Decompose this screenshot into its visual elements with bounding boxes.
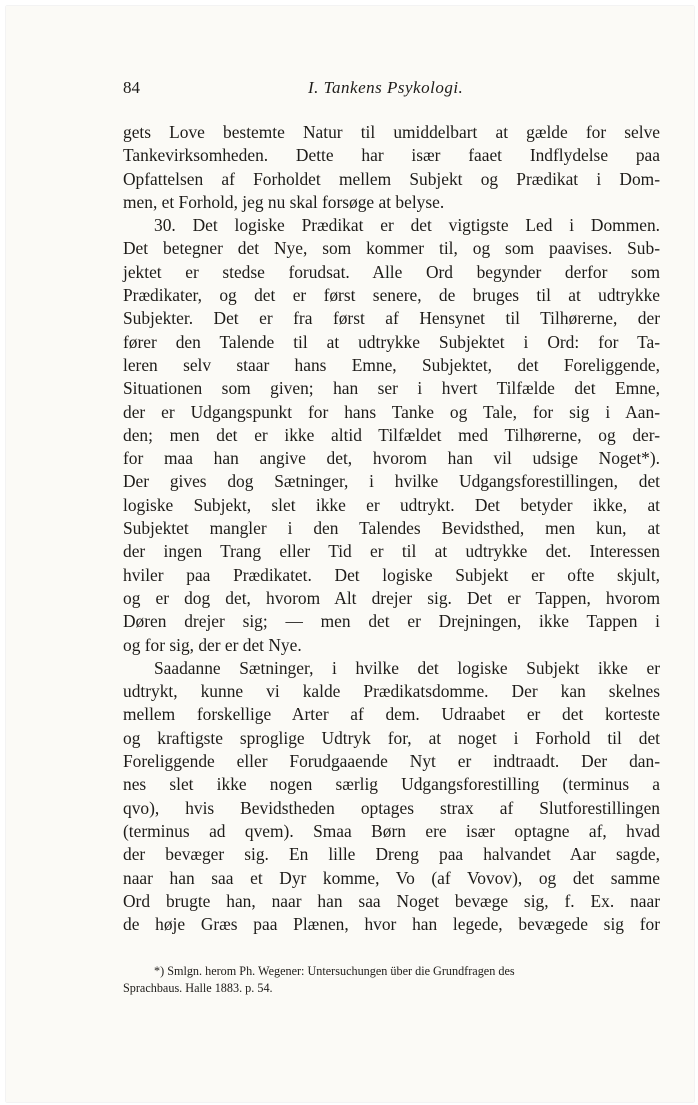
running-head: I. Tankens Psykologi.: [308, 78, 464, 97]
text-line: og for sig, der er det Nye.: [123, 634, 302, 655]
text-line: udtrykt, kunne vi kalde Prædikatsdomme. Der kan skelnes: [123, 681, 660, 702]
text-line: Prædikater, og det er først senere, de bruges til at udtrykke: [123, 285, 660, 306]
footnote-line: Sprachbaus. Halle 1883. p. 54.: [123, 981, 273, 995]
text-line: nes slet ikke nogen særlig Udgangsforestilling (terminus a: [123, 774, 660, 795]
text-line: Situationen som given; han ser i hvert Tilfælde det Emne,: [123, 378, 660, 399]
page-number: 84: [123, 78, 140, 97]
text-line: Tankevirksomheden. Dette har især faaet Indflydelse paa: [123, 145, 660, 166]
text-line: Subjektet mangler i den Talendes Bevidsthed, men kun, at: [123, 518, 660, 539]
text-line: gets Love bestemte Natur til umiddelbart at gælde for selve: [123, 122, 660, 142]
text-line: der er Udgangspunkt for hans Tanke og Tale, for sig i Aan-: [123, 401, 660, 422]
body-text: [123, 121, 660, 936]
text-line: mellem forskellige Arter af dem. Udraabet er det korteste: [123, 704, 660, 725]
text-line: de høje Græs paa Plænen, hvor han legede, bevægede sig for: [123, 914, 660, 935]
text-line: men, et Forhold, jeg nu skal forsøge at belyse.: [123, 191, 445, 212]
text-line: leren selv staar hans Emne, Subjektet, det Foreliggende,: [123, 354, 660, 375]
text-line: Der gives dog Sætninger, i hvilke Udgangsforestillingen, det: [123, 471, 660, 492]
text-line: Døren drejer sig; — men det er Drejningen, ikke Tappen i: [123, 611, 660, 632]
text-line: der bevæger sig. En lille Dreng paa halvandet Aar sagde,: [123, 844, 660, 865]
footnote-line: *) Smlgn. herom Ph. Wegener: Untersuchungen über die Grundfragen des: [154, 964, 515, 978]
text-line: Ord brugte han, naar han saa Noget bevæge sig, f. Ex. naar: [123, 890, 660, 911]
text-line: hviler paa Prædikatet. Det logiske Subjekt er ofte skjult,: [123, 564, 660, 585]
text-line: Det betegner det Nye, som kommer til, og som paavises. Sub-: [123, 238, 660, 259]
text-line: jektet er stedse forudsat. Alle Ord begynder derfor som: [123, 261, 660, 282]
text-line: og er dog det, hvorom Alt drejer sig. Det er Tappen, hvorom: [123, 587, 660, 608]
text-line: der ingen Trang eller Tid er til at udtrykke det. Interessen: [123, 541, 660, 562]
text-line: den; men det er ikke altid Tilfældet med Tilhørerne, og der-: [123, 424, 660, 445]
text-line: Foreliggende eller Forudgaaende Nyt er indtraadt. Der dan-: [123, 751, 660, 772]
text-line: 30. Det logiske Prædikat er det vigtigste Led i Dommen.: [154, 215, 660, 236]
text-line: fører den Talende til at udtrykke Subjektet i Ord: for Ta-: [123, 331, 660, 352]
text-line: for maa han angive det, hvorom han vil udsige Noget*).: [123, 448, 660, 469]
text-line: naar han saa et Dyr komme, Vo (af Vovov), og det samme: [123, 867, 660, 888]
text-line: Subjekter. Det er fra først af Hensynet til Tilhørerne, der: [123, 308, 660, 329]
book-page: [6, 6, 694, 1102]
text-line: (terminus ad qvem). Smaa Børn ere især optagne af, hvad: [123, 820, 660, 841]
text-line: Opfattelsen af Forholdet mellem Subjekt og Prædikat i Dom-: [123, 168, 660, 189]
page-header: [123, 78, 584, 102]
footnote: [123, 963, 660, 997]
text-line: qvo), hvis Bevidstheden optages strax af Slutforestillingen: [123, 797, 660, 818]
text-line: Saadanne Sætninger, i hvilke det logiske Subjekt ikke er: [154, 657, 660, 678]
text-line: og kraftigste sproglige Udtryk for, at noget i Forhold til det: [123, 727, 660, 748]
text-line: logiske Subjekt, slet ikke er udtrykt. Det betyder ikke, at: [123, 494, 660, 515]
